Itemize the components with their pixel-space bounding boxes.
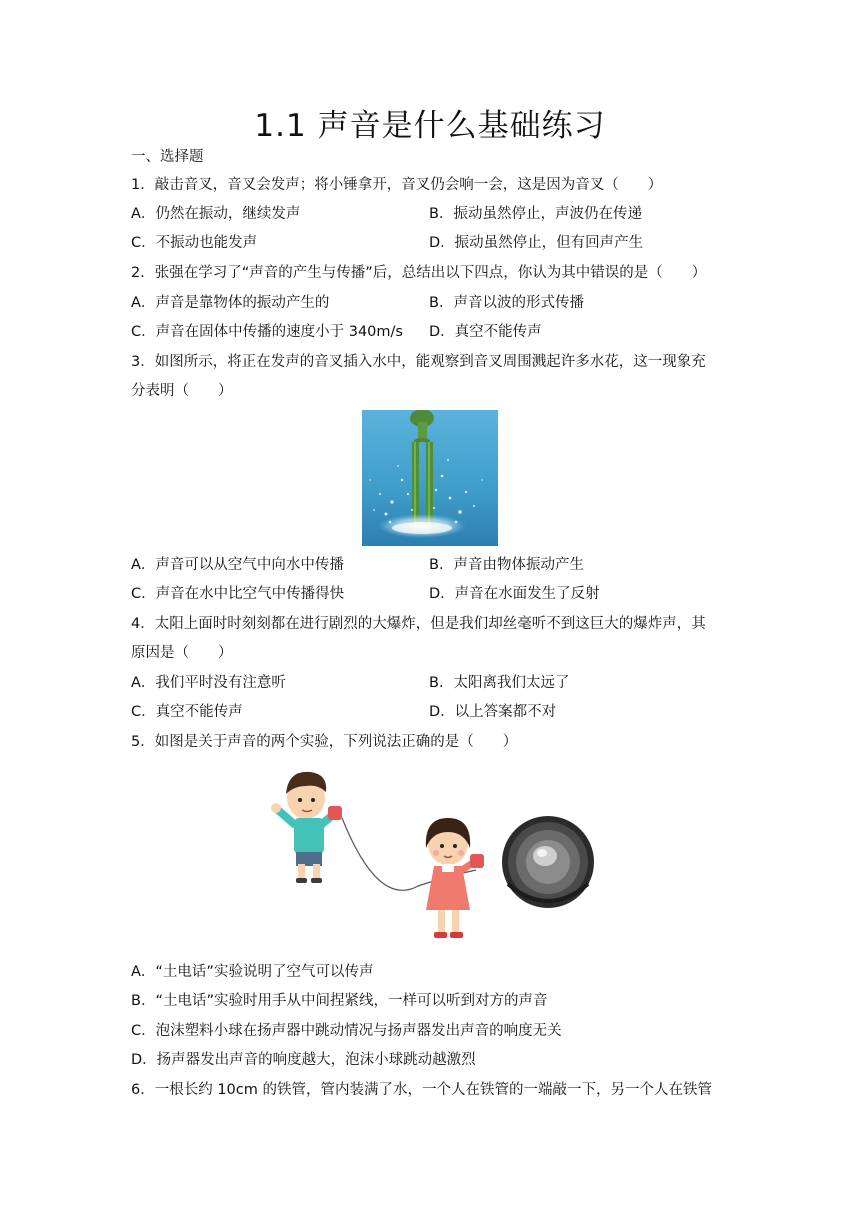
q3-option-d: D．声音在水面发生了反射 xyxy=(429,586,600,602)
q4-option-d: D．以上答案都不对 xyxy=(429,704,557,720)
tuning-fork-water-image xyxy=(362,410,498,546)
q5-option-d: D．扬声器发出声音的响度越大，泡沫小球跳动越激烈 xyxy=(131,1052,476,1068)
speaker-figure xyxy=(502,816,594,908)
q1-option-c: C．不振动也能发声 xyxy=(131,235,258,251)
q3-option-a: A．声音可以从空气中向水中传播 xyxy=(131,557,344,573)
q2-option-a: A．声音是靠物体的振动产生的 xyxy=(131,295,330,311)
q1-option-a: A．仍然在振动，继续发声 xyxy=(131,206,301,222)
q1-option-b: B．振动虽然停止，声波仍在传递 xyxy=(429,206,642,222)
question-4-stem-line-1: 4．太阳上面时时刻刻都在进行剧烈的大爆炸，但是我们却丝毫听不到这巨大的爆炸声，其 xyxy=(131,616,706,632)
q5-option-a: A．“土电话”实验说明了空气可以传声 xyxy=(131,964,374,980)
q4-option-a: A．我们平时没有注意听 xyxy=(131,675,286,691)
question-5-stem: 5．如图是关于声音的两个实验，下列说法正确的是（ ） xyxy=(131,734,518,750)
page-title: 1.1 声音是什么基础练习 xyxy=(254,108,606,144)
q3-option-b: B．声音由物体振动产生 xyxy=(429,557,584,573)
q5-option-c: C．泡沫塑料小球在扬声器中跳动情况与扬声器发出声音的响度无关 xyxy=(131,1023,562,1039)
question-2-stem: 2．张强在学习了“声音的产生与传播”后，总结出以下四点，你认为其中错误的是（ ） xyxy=(131,265,707,281)
q2-option-b: B．声音以波的形式传播 xyxy=(429,295,584,311)
question-4-stem-line-2: 原因是（ ） xyxy=(131,645,233,661)
q4-option-b: B．太阳离我们太远了 xyxy=(429,675,570,691)
question-3-stem-line-1: 3．如图所示，将正在发声的音叉插入水中，能观察到音叉周围溅起许多水花，这一现象充 xyxy=(131,354,706,370)
q4-option-c: C．真空不能传声 xyxy=(131,704,243,720)
q2-option-c: C．声音在固体中传播的速度小于 340m/s xyxy=(131,324,403,340)
q5-option-b: B．“土电话”实验时用手从中间捏紧线，一样可以听到对方的声音 xyxy=(131,993,548,1009)
string-telephone-and-speaker-image xyxy=(258,758,598,958)
girl-figure xyxy=(426,818,484,938)
q2-option-d: D．真空不能传声 xyxy=(429,324,542,340)
q1-option-d: D．振动虽然停止，但有回声产生 xyxy=(429,235,644,251)
question-3-stem-line-2: 分表明（ ） xyxy=(131,383,233,399)
question-1-stem: 1．敲击音叉，音叉会发声；将小锤拿开，音叉仍会响一会，这是因为音叉（ ） xyxy=(131,177,663,193)
q3-option-c: C．声音在水中比空气中传播得快 xyxy=(131,586,345,602)
section-heading: 一、选择题 xyxy=(131,149,204,165)
boy-figure xyxy=(271,772,342,883)
question-6-stem: 6．一根长约 10cm 的铁管，管内装满了水，一个人在铁管的一端敲一下，另一个人在铁管 xyxy=(131,1082,712,1098)
